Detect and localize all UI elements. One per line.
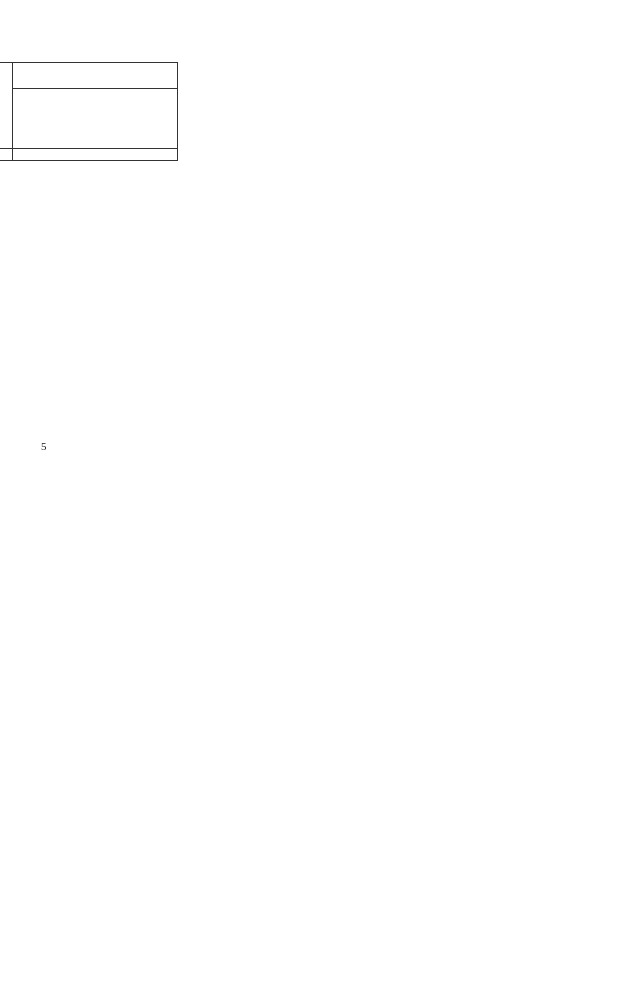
page-number: 5 [41,441,47,453]
